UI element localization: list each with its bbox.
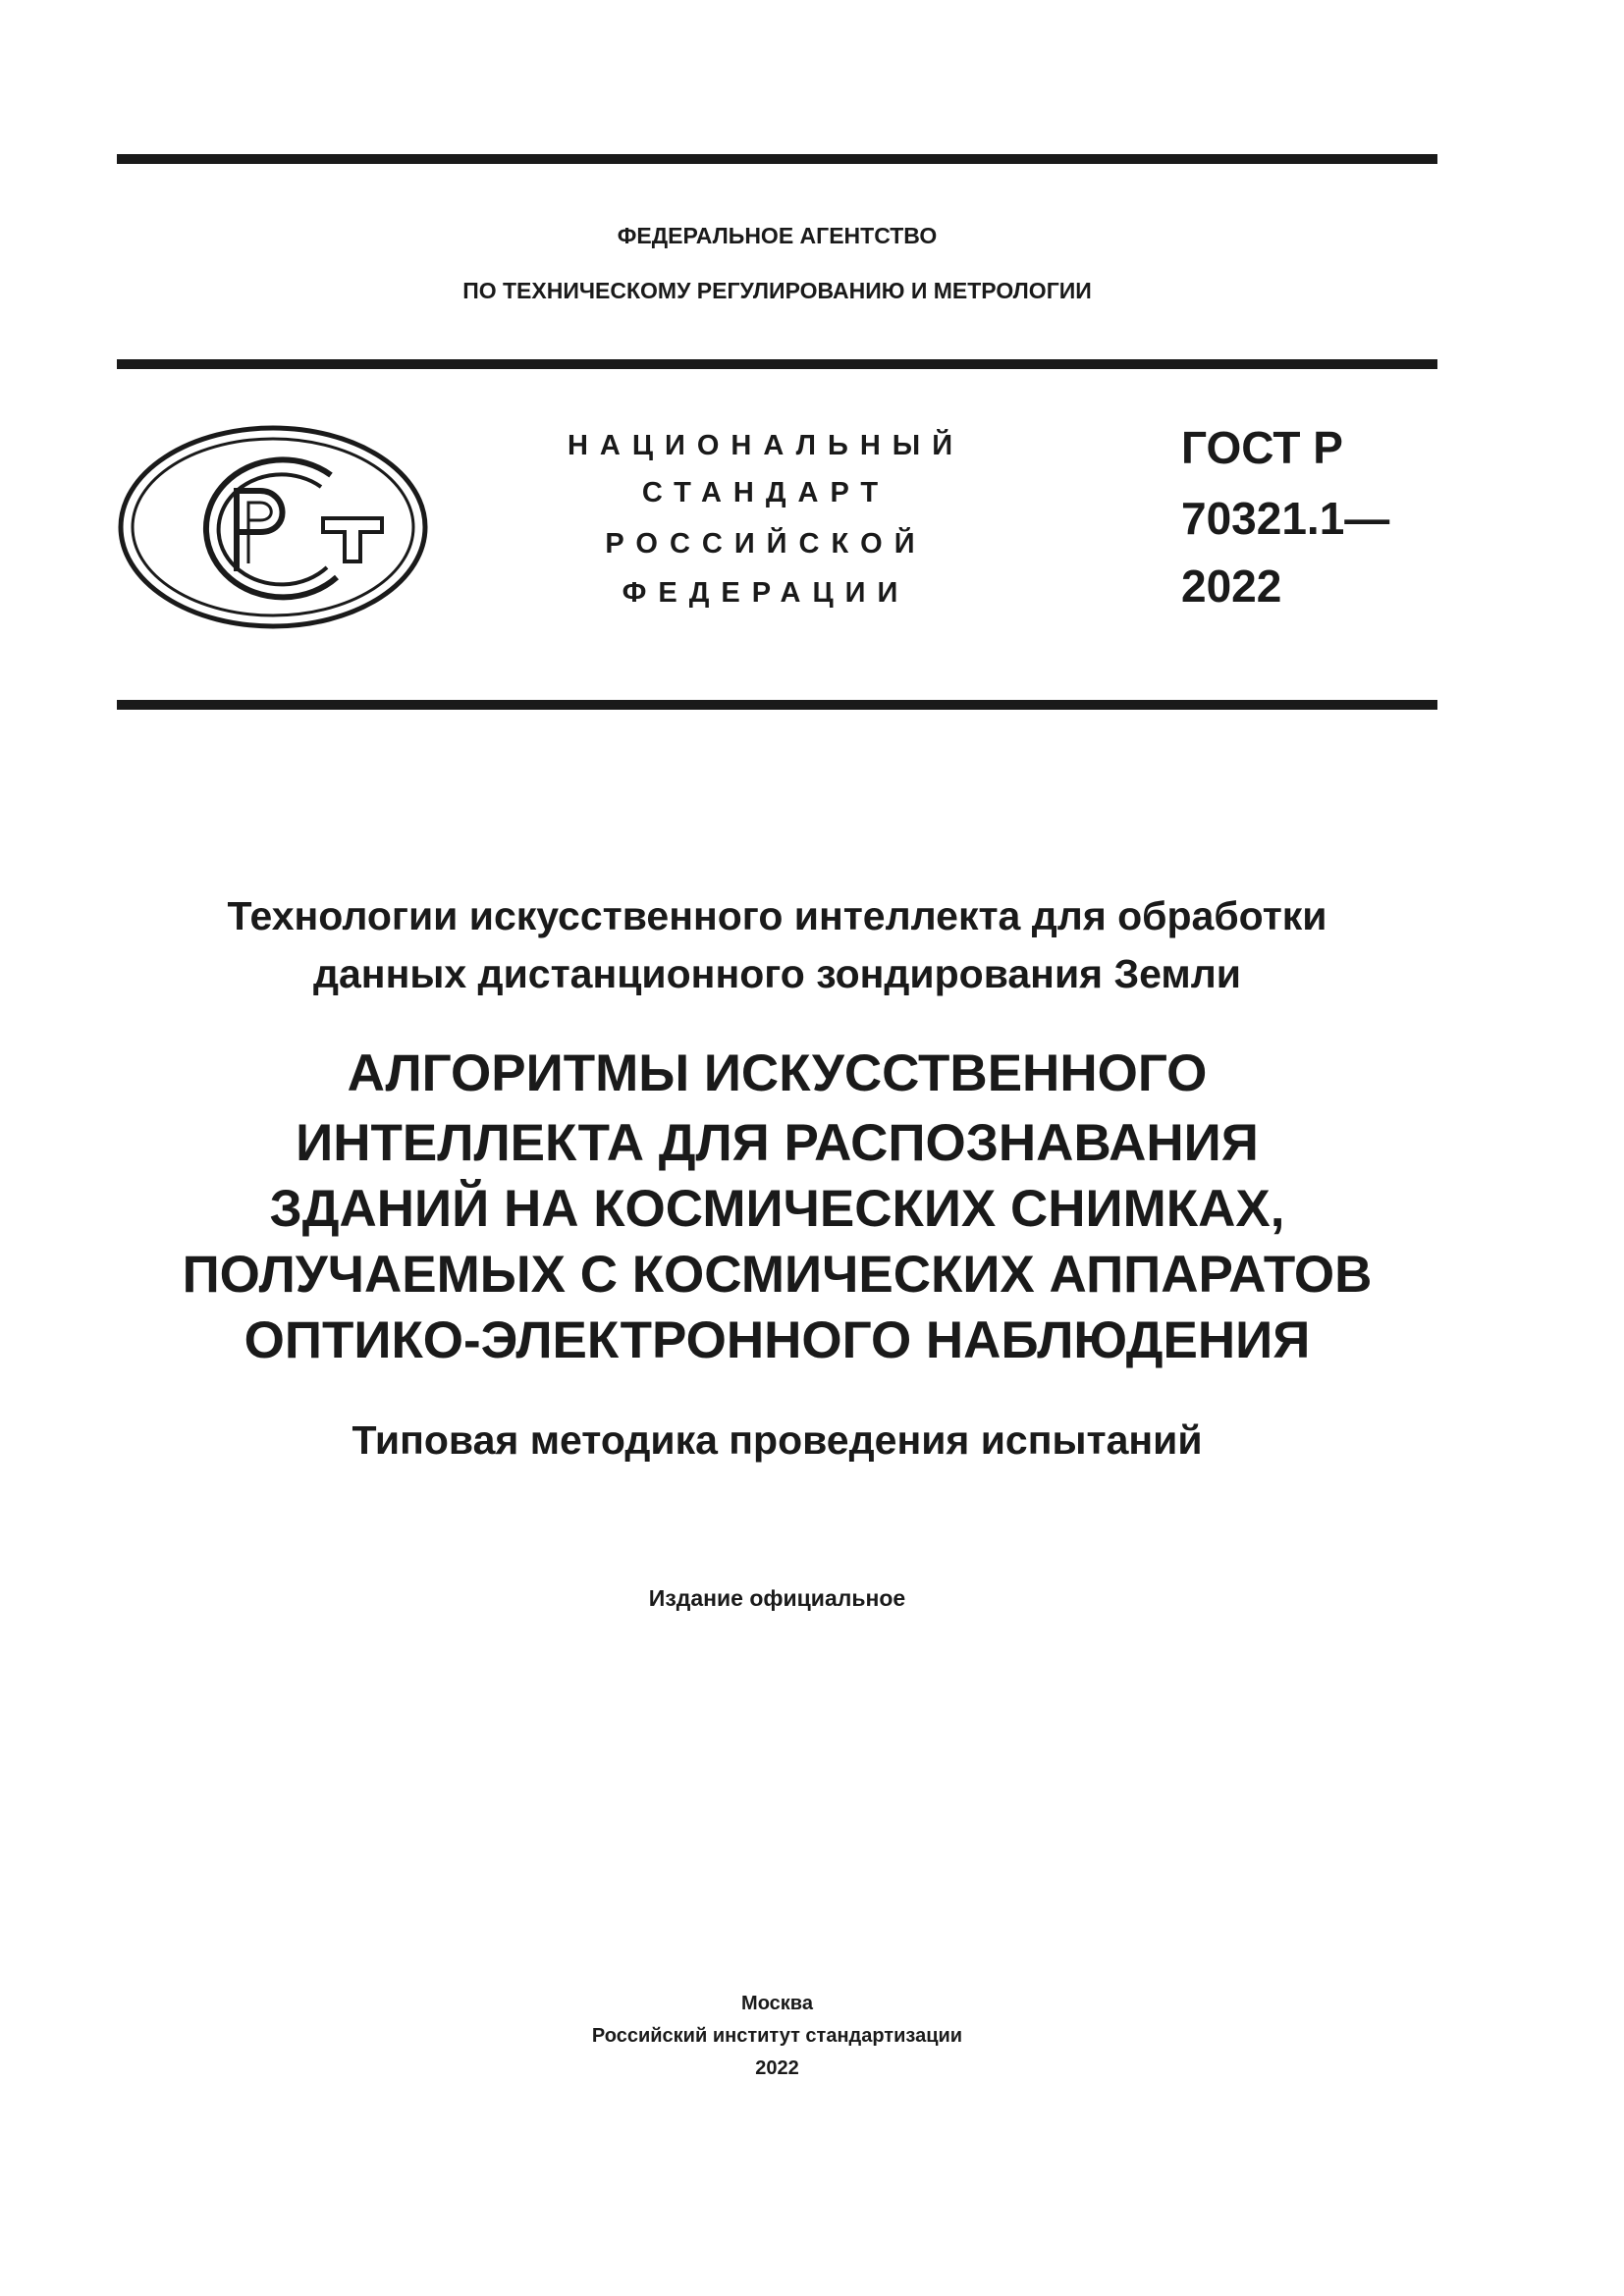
- publisher-name: Российский институт стандартизации: [591, 2025, 963, 2047]
- edition-note: Издание официальное: [648, 1585, 906, 1611]
- bottom-rule: [117, 700, 1437, 710]
- document-subtitle: Типовая методика проведения испытаний: [352, 1417, 1203, 1463]
- document-title-line-1: АЛГОРИТМЫ ИСКУССТВЕННОГО: [347, 1044, 1208, 1102]
- document-title-line-2: ИНТЕЛЛЕКТА ДЛЯ РАСПОЗНАВАНИЯ: [296, 1114, 1259, 1172]
- agency-name-line-2: ПО ТЕХНИЧЕСКОМУ РЕГУЛИРОВАНИЮ И МЕТРОЛОГИИ: [462, 278, 1092, 303]
- publication-city: Москва: [741, 1993, 813, 2014]
- header-rule: [117, 359, 1437, 369]
- standard-designation-line-1: ГОСТ Р: [1181, 422, 1343, 473]
- document-title-line-4: ПОЛУЧАЕМЫХ С КОСМИЧЕСКИХ АППАРАТОВ: [182, 1246, 1373, 1304]
- rst-emblem-icon: [117, 424, 429, 630]
- subject-line-2: данных дистанционного зондирования Земли: [312, 951, 1241, 996]
- national-standard-line-3: РОССИЙСКОЙ: [605, 528, 927, 560]
- agency-name-line-1: ФЕДЕРАЛЬНОЕ АГЕНТСТВО: [617, 223, 938, 248]
- national-standard-line-4: ФЕДЕРАЦИИ: [622, 577, 910, 609]
- standard-designation-line-2: 70321.1—: [1181, 493, 1390, 544]
- top-rule: [117, 154, 1437, 164]
- document-title-line-5: ОПТИКО-ЭЛЕКТРОННОГО НАБЛЮДЕНИЯ: [244, 1311, 1311, 1369]
- subject-line-1: Технологии искусственного интеллекта для обработки: [227, 893, 1327, 938]
- publication-year: 2022: [755, 2057, 799, 2079]
- national-standard-line-1: НАЦИОНАЛЬНЫЙ: [567, 430, 965, 461]
- document-title-line-3: ЗДАНИЙ НА КОСМИЧЕСКИХ СНИМКАХ,: [269, 1180, 1285, 1238]
- standard-designation-line-3: 2022: [1181, 561, 1282, 612]
- national-standard-line-2: СТАНДАРТ: [641, 477, 891, 508]
